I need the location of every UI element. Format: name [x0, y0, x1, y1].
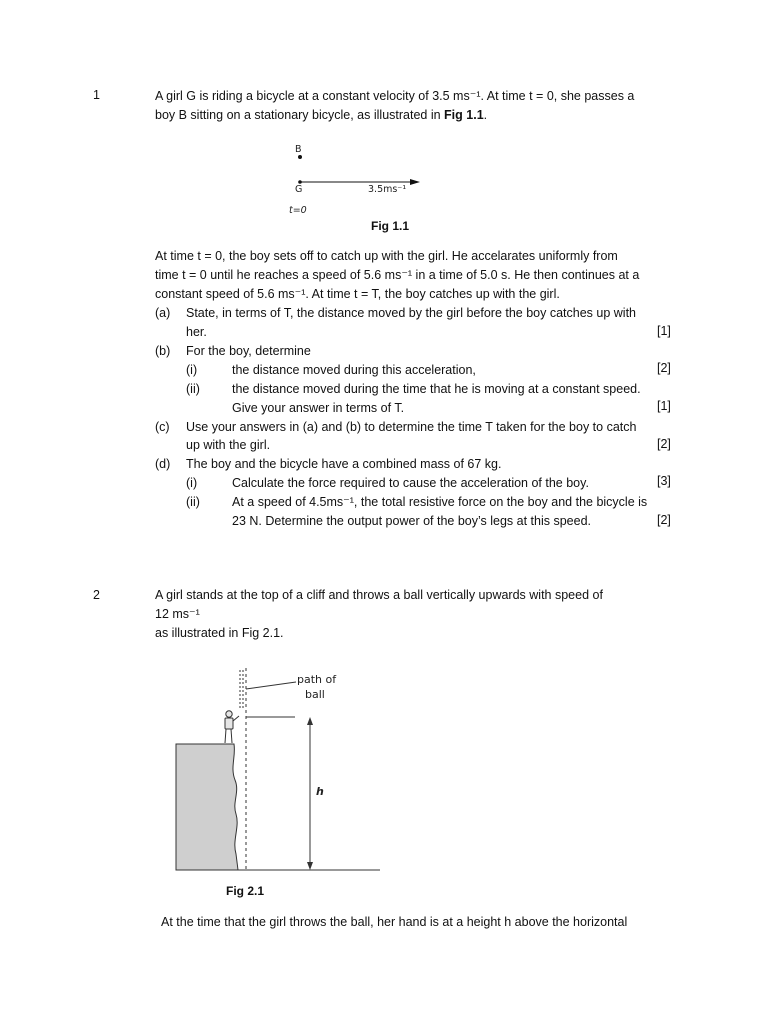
fig-1-1-caption: Fig 1.1 — [371, 219, 410, 233]
fig-2-1-diagram — [170, 662, 385, 877]
q1b-ii-label: (ii) — [186, 382, 200, 396]
q1c-label: (c) — [155, 420, 170, 434]
fig-2-1-h-label: h — [316, 785, 324, 798]
boy-b-dot — [298, 155, 302, 159]
girl-figure-icon — [225, 711, 239, 743]
height-arrow-bottom — [307, 862, 313, 870]
fig-2-1-caption: Fig 2.1 — [226, 884, 265, 898]
q1-para-line3: constant speed of 5.6 ms⁻¹. At time t = T, the boy catches up with the girl. — [155, 287, 560, 301]
q1b-i-text: the distance moved during this acceleration, — [232, 363, 476, 377]
q1d-label: (d) — [155, 457, 171, 471]
q2-line1: A girl stands at the top of a cliff and throws a ball vertically upwards with speed of — [155, 588, 603, 602]
q1a-label: (a) — [155, 306, 171, 320]
q1b-i-marks: [2] — [657, 361, 671, 375]
q1a-marks: [1] — [657, 324, 671, 338]
q2-line2: 12 ms⁻¹ — [155, 607, 200, 621]
fig-2-1-path-label-1: path of — [297, 673, 337, 686]
q2-line3: as illustrated in Fig 2.1. — [155, 626, 284, 640]
q1b-ii-line2: Give your answer in terms of T. — [232, 401, 405, 415]
velocity-arrow-head — [410, 179, 420, 185]
q2-para-line1: At the time that the girl throws the ball, her hand is at a height h above the horizontal — [161, 915, 628, 929]
q1d-ii-line2: 23 N. Determine the output power of the boy’s legs at this speed. — [232, 514, 592, 528]
q1-intro-line2-end: . — [483, 108, 488, 122]
q1d-ii-line1: At a speed of 4.5ms⁻¹, the total resistive force on the boy and the bicycle is — [232, 495, 648, 509]
q1d-i-text: Calculate the force required to cause the acceleration of the boy. — [232, 476, 589, 490]
fig-1-1-label-b: B — [295, 144, 302, 155]
cliff — [176, 744, 238, 870]
q1b-i-label: (i) — [186, 363, 198, 377]
q1a-line1: State, in terms of T, the distance moved by the girl before the boy catches up with — [186, 306, 637, 320]
q1b-line1: For the boy, determine — [186, 344, 311, 358]
question-1-number: 1 — [93, 88, 100, 102]
q1-fig-reference: Fig 1.1 — [444, 108, 484, 122]
fig-1-1-velocity-label: 3.5ms⁻¹ — [368, 184, 407, 195]
fig-1-1-time-label: t=0 — [289, 205, 307, 216]
q1d-ii-marks: [2] — [657, 513, 671, 527]
q1d-i-label: (i) — [186, 476, 198, 490]
q1-intro-line2 — [155, 106, 487, 124]
q1d-i-marks: [3] — [657, 474, 671, 488]
q1b-label: (b) — [155, 344, 171, 358]
fig-2-1-path-label-2: ball — [305, 688, 325, 701]
path-label-pointer — [246, 682, 296, 689]
q1c-line1: Use your answers in (a) and (b) to determine the time T taken for the boy to catch — [186, 420, 637, 434]
q1-intro-line2-text: boy B sitting on a stationary bicycle, as illustrated in — [155, 108, 445, 122]
q1d-ii-label: (ii) — [186, 495, 200, 509]
q1c-marks: [2] — [657, 437, 671, 451]
fig-1-1-label-g: G — [295, 184, 303, 195]
q1b-ii-line1: the distance moved during the time that he is moving at a constant speed. — [232, 382, 641, 396]
q1d-line1: The boy and the bicycle have a combined mass of 67 kg. — [186, 457, 502, 471]
question-2-number: 2 — [93, 588, 100, 602]
q1c-line2: up with the girl. — [186, 438, 271, 452]
q1a-line2: her. — [186, 325, 207, 339]
q1-para-line2: time t = 0 until he reaches a speed of 5.6 ms⁻¹ in a time of 5.0 s. He then continues at a — [155, 268, 640, 282]
height-arrow-top — [307, 717, 313, 725]
q1b-ii-marks: [1] — [657, 399, 671, 413]
q1-intro-line1: A girl G is riding a bicycle at a constant velocity of 3.5 ms⁻¹. At time t = 0, she passes a — [155, 89, 635, 103]
q1-para-line1: At time t = 0, the boy sets off to catch up with the girl. He accelarates uniformly from — [155, 249, 618, 263]
